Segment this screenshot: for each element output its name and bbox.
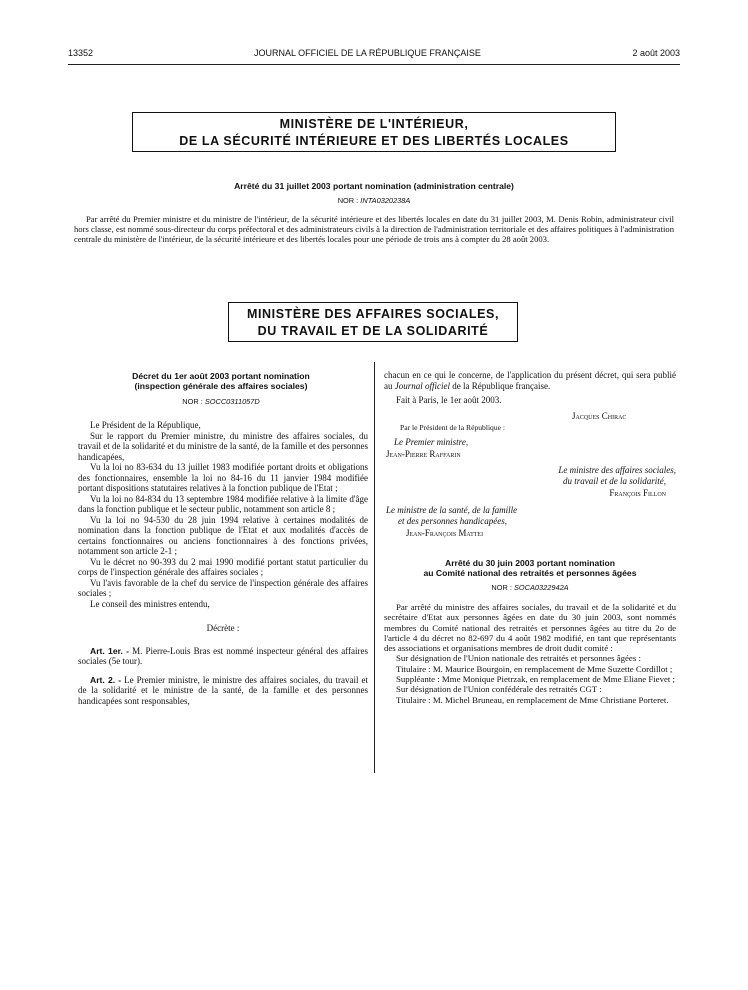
decret-nor: [74, 397, 368, 406]
pm-name: Jean-Pierre Raffarin: [386, 449, 461, 459]
decret-body: [78, 420, 368, 706]
nor-code: SOCA0322942A: [513, 583, 569, 592]
signature-president: Jacques Chirac: [572, 411, 627, 421]
arrete-2-p2: Sur désignation de l'Union nationale des retraités et personnes âgées :: [396, 653, 641, 664]
nor-code: INTA0320238A: [360, 196, 411, 205]
arrete-2-p5: Sur désignation de l'Union confédérale des retraités CGT :: [396, 684, 602, 695]
ministry-social-line1: MINISTÈRE DES AFFAIRES SOCIALES,: [246, 307, 500, 321]
decret-p4: Vu la loi no 84-834 du 13 septembre 1984 modifiée relative à la limite d'âge dans la fonction publique et le secteur public, notamment son article 8 ;: [78, 493, 368, 514]
decret-p6: Vu le décret no 90-393 du 2 mai 1990 modifié portant statut particulier du corps de l'inspection générale des affaires sociales ;: [78, 556, 368, 577]
arrete-2-title: [382, 558, 678, 578]
art1-label: Art. 1er. -: [90, 645, 129, 656]
decret-title-line2: (inspection générale des affaires sociales): [134, 381, 308, 391]
journal-officiel-ref: Journal officiel: [394, 380, 450, 391]
ministry-social-line2: DU TRAVAIL ET DE LA SOLIDARITÉ: [257, 324, 489, 338]
arrete-2-p6: Titulaire : M. Michel Bruneau, en remplacement de Mme Christiane Porteret.: [396, 694, 669, 705]
arrete-2-title-line2: au Comité national des retraités et personnes âgées: [423, 568, 637, 578]
decret-article-2: [78, 675, 368, 707]
ministry-interior-line2: DE LA SÉCURITÉ INTÉRIEURE ET DES LIBERTÉS LOCALES: [179, 134, 569, 148]
art2-text: Le Premier ministre, le ministre des affaires sociales, du travail et de la solidarité et le ministre de la santé, de la famille et des personnes handicapées sont responsables,: [78, 674, 368, 706]
decret-p7: Vu l'avis favorable de la chef du service de l'inspection générale des affaires sociales ;: [78, 577, 368, 598]
fait-a-paris: Fait à Paris, le 1er août 2003.: [396, 395, 502, 405]
decret-p2: Sur le rapport du Premier ministre, du ministre des affaires sociales, du travail et de la solidarité et du ministre de la santé, de la famille et des personnes handicapées,: [78, 430, 368, 462]
decret-title-line1: Décret du 1er août 2003 portant nomination: [132, 371, 310, 381]
pm-title: Le Premier ministre,: [394, 437, 469, 447]
arrete-2-title-line1: Arrêté du 30 juin 2003 portant nomination: [445, 558, 615, 568]
arrete-2-p1: Par arrêté du ministre des affaires sociales, du travail et de la solidarité et du secrétaire d'Etat aux personnes âgées en date du 30 juin 2003, sont nommés membres du Comité national des retraités et personnes âgées au titre du 2o de l'article 4 du décret no 82-697 du 4 août 1982 modifié, en tant que représentants des associations et organisations membres de droit dudit comité :: [384, 602, 676, 654]
decret-p5: Vu la loi no 94-530 du 28 juin 1994 relative à certaines modalités de nomination dans la fonction publique de l'Etat et aux modalités d'accès de certains fonctionnaires ou anciens fonctionnaires à des fonctions privées, notamment son article 2-1 ;: [78, 514, 368, 556]
decret-p1: Le Président de la République,: [90, 420, 201, 430]
art1-text: M. Pierre-Louis Bras est nommé inspecteur général des affaires sociales (5e tour).: [78, 645, 369, 666]
arrete-2-p4: Suppléante : Mme Monique Pietrzak, en remplacement de Mme Eliane Fievet ;: [396, 674, 675, 685]
page-number: 13352: [68, 48, 94, 58]
page-header: [68, 48, 680, 64]
arrete-2-p3: Titulaire : M. Maurice Bourgoin, en remplacement de Mme Suzette Cordillot ;: [396, 663, 673, 674]
arrete-1-body: Par arrêté du Premier ministre et du ministre de l'intérieur, de la sécurité intérieure et des libertés locales en date du 31 juillet 2003, M. Denis Robin, administrateur civil hors classe, est nommé sous-directeur du corps préfectoral et des administrateurs civils à la direction de l'administration territoriale et des affaires politiques à l'administration centrale du ministère de l'intérieur, de la sécurité intérieure et des libertés locales pour une période de trois ans à compter du 28 août 2003.: [74, 214, 674, 245]
decret-p8: Le conseil des ministres entendu,: [90, 598, 210, 609]
nor-code: SOCC0311057D: [204, 397, 260, 406]
header-rule: [68, 64, 680, 65]
arrete-2-nor: [382, 583, 678, 592]
par-le-president: Par le Président de la République :: [400, 423, 506, 432]
nor-label: NOR :: [337, 196, 359, 205]
decret-article-1: [78, 646, 368, 667]
art2-label: Art. 2. -: [90, 674, 122, 685]
decret-p3: Vu la loi no 83-634 du 13 juillet 1983 modifiée portant droits et obligations des fonctionnaires, ensemble la loi no 84-16 du 11 janvier 1984 modifiée portant dispositions statutaires relatives à la fonction publique de l'Etat ;: [78, 462, 368, 493]
journal-title: JOURNAL OFFICIEL DE LA RÉPUBLIQUE FRANÇAISE: [254, 48, 481, 58]
nor-label: NOR :: [491, 583, 512, 592]
decret-decrete: Décrète :: [206, 623, 240, 633]
arrete-2-body: [384, 602, 676, 705]
min-social-title-1: Le ministre des affaires sociales,: [558, 465, 676, 475]
min-sante-name: Jean-François Mattei: [406, 528, 484, 538]
decret-continuation: [384, 370, 676, 406]
ministry-interior-box: [132, 112, 616, 152]
ministry-interior-line1: MINISTÈRE DE L'INTÉRIEUR,: [279, 117, 469, 131]
min-social-title-2: du travail et de la solidarité,: [563, 476, 666, 486]
nor-label: NOR :: [182, 397, 203, 406]
column-separator: [374, 362, 375, 773]
issue-date: 2 août 2003: [632, 48, 680, 58]
arrete-1-title: Arrêté du 31 juillet 2003 portant nomination (administration centrale): [234, 181, 514, 191]
min-sante-title-1: Le ministre de la santé, de la famille: [386, 505, 518, 515]
arrete-1-nor: [220, 196, 528, 205]
ministry-social-box: [228, 302, 518, 342]
cont-text-2: de la République française.: [452, 380, 551, 391]
decret-cont-para: [384, 370, 676, 391]
decret-title: [74, 371, 368, 391]
min-social-name: François Fillon: [609, 488, 666, 498]
cont-text-1: chacun en ce qui le concerne, de l'application du présent décret, qui sera publié au: [384, 370, 676, 391]
min-sante-title-2: et des personnes handicapées,: [398, 516, 507, 526]
